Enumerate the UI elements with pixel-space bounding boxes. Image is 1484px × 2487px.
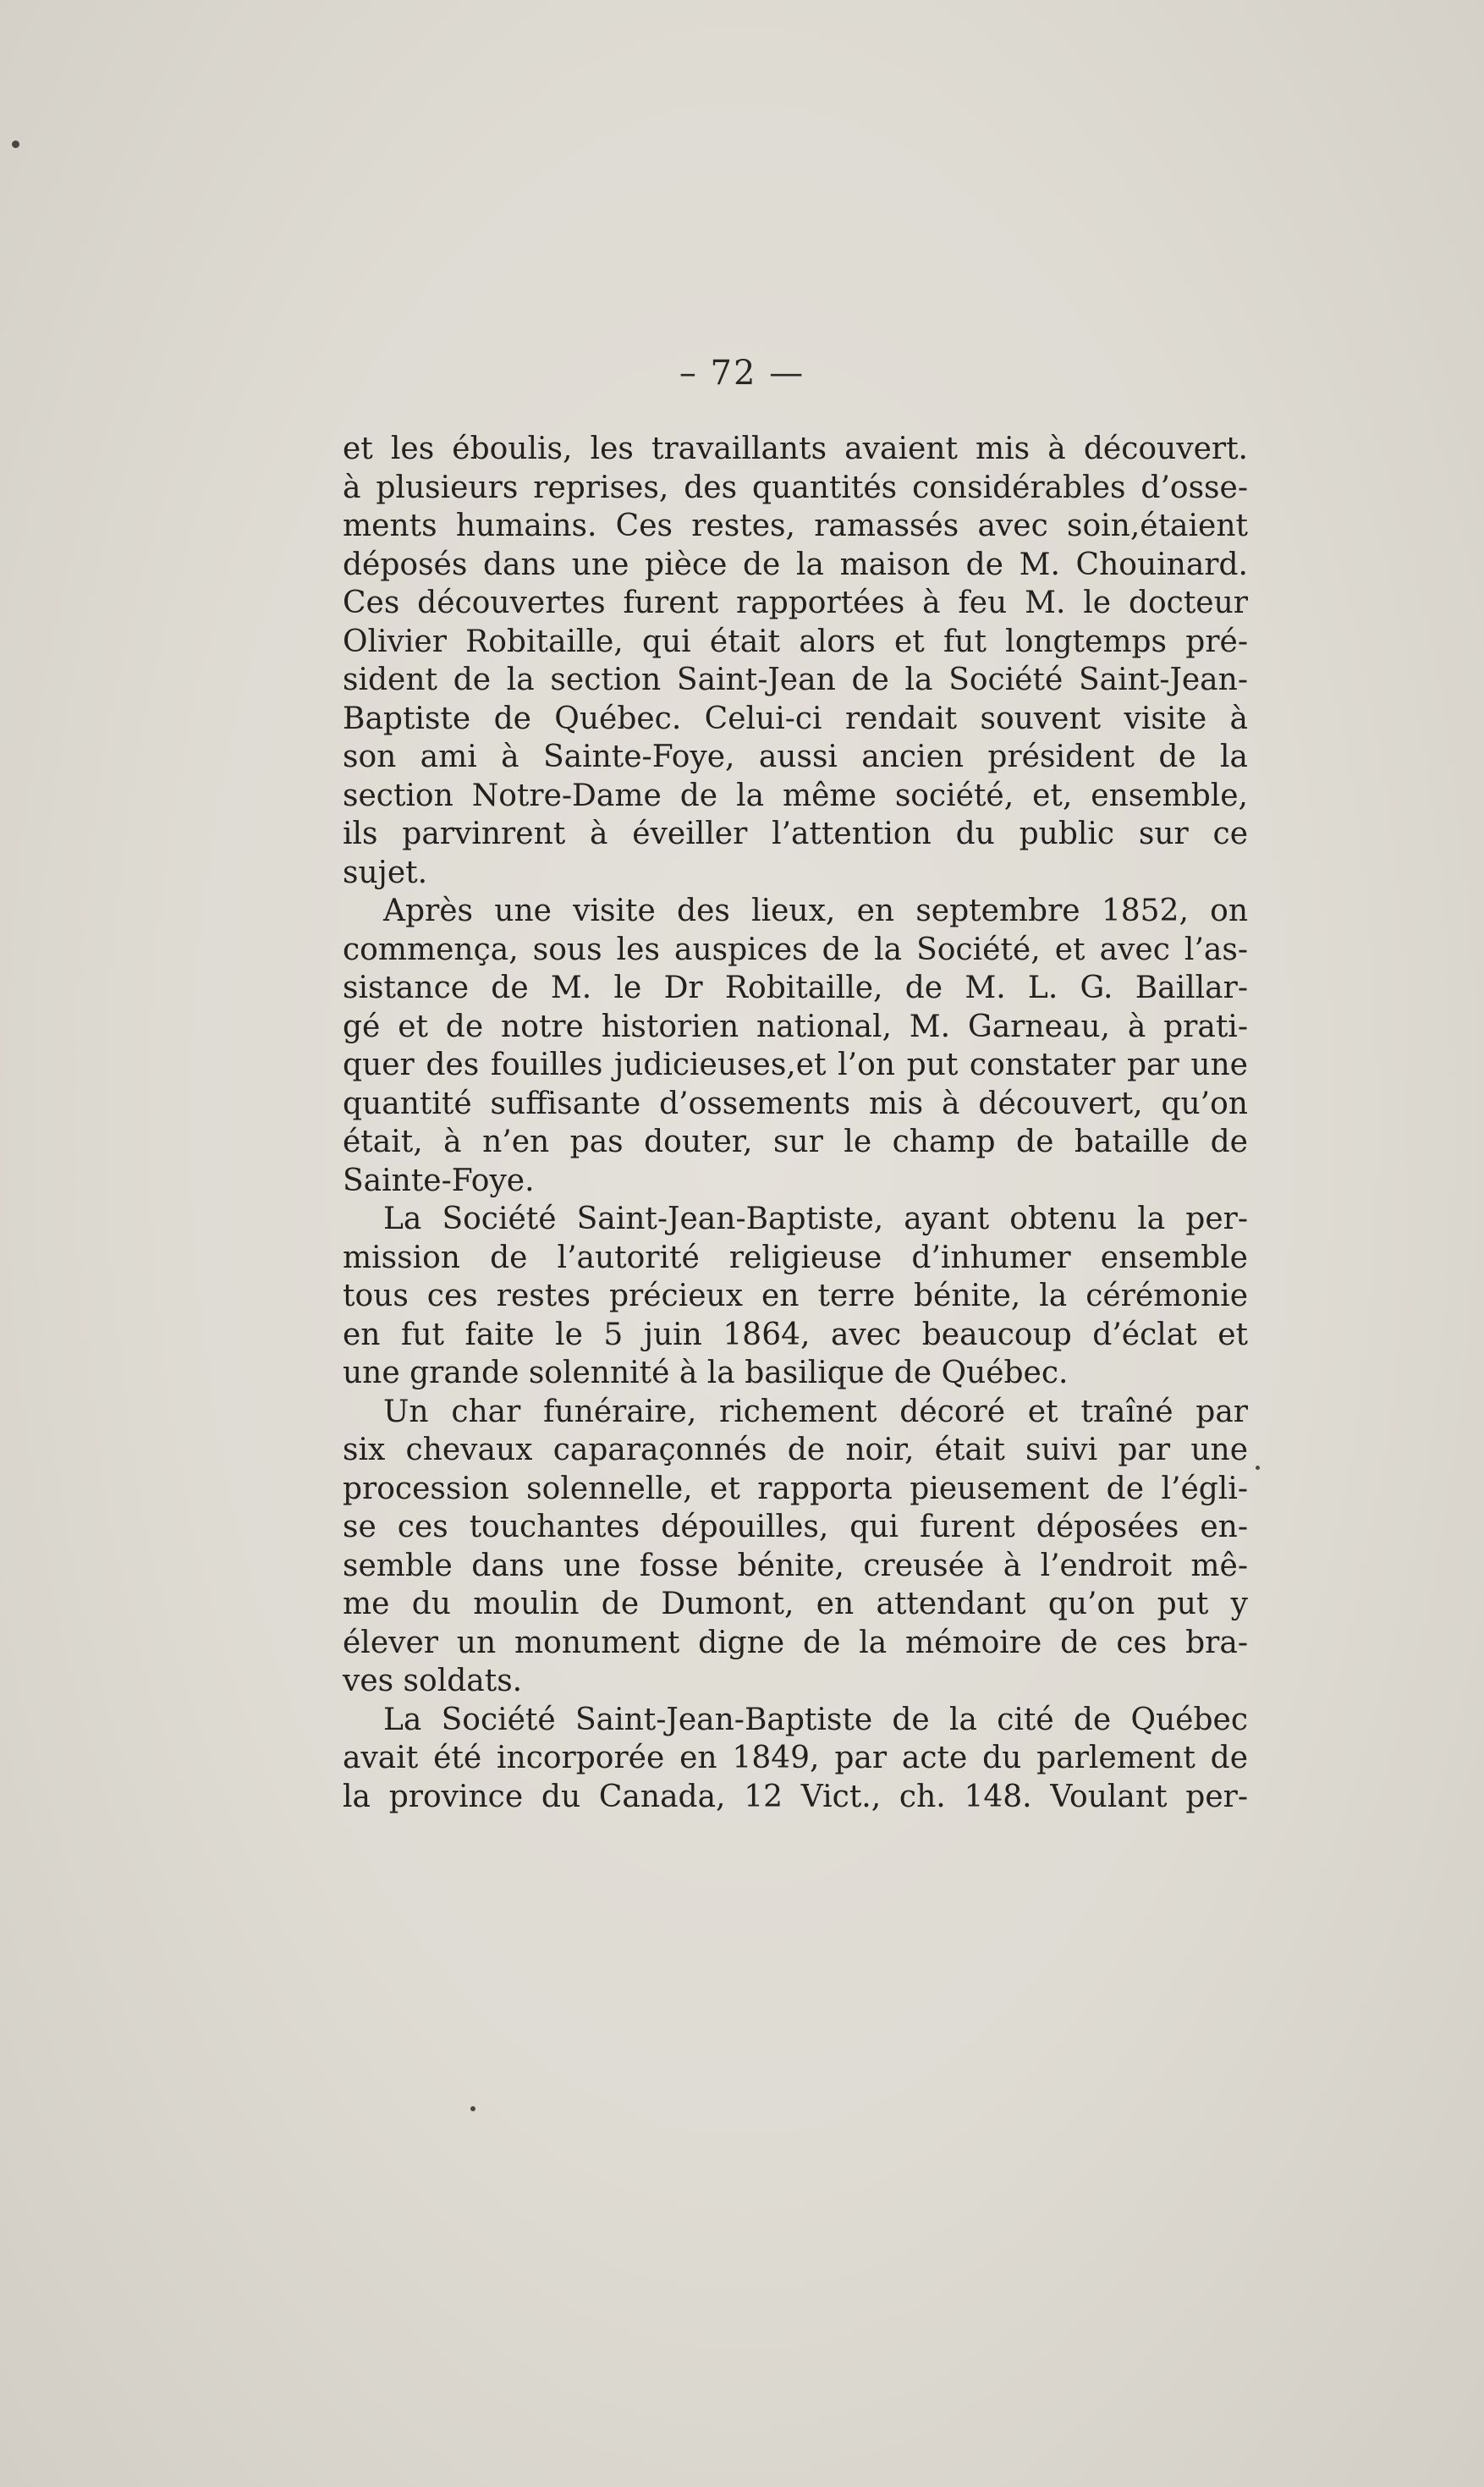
paper-speck bbox=[470, 2106, 475, 2111]
text-line: La Société Saint-Jean-Baptiste, ayant obtenu la per- bbox=[383, 1202, 1248, 1236]
text-line: me du moulin de Dumont, en attendant qu’on put y bbox=[343, 1587, 1248, 1621]
text-line: Ces découvertes furent rapportées à feu M. le docteur bbox=[343, 586, 1248, 620]
text-line: section Notre-Dame de la même société, et, ensemble, bbox=[343, 778, 1248, 813]
page-number: – 72 — bbox=[679, 354, 805, 393]
text-line: procession solennelle, et rapporta pieusement de l’égli- bbox=[343, 1471, 1248, 1506]
text-line: sident de la section Saint-Jean de la Société Saint-Jean- bbox=[343, 663, 1248, 697]
text-line: Baptiste de Québec. Celui-ci rendait souvent visite à bbox=[343, 701, 1248, 736]
text-line: quer des fouilles judicieuses,et l’on put constater par une bbox=[343, 1048, 1248, 1082]
text-line: élever un monument digne de la mémoire de ces bra- bbox=[343, 1625, 1248, 1660]
text-line: La Société Saint-Jean-Baptiste de la cité de Québec bbox=[383, 1702, 1248, 1737]
paper-speck bbox=[1256, 1466, 1260, 1470]
paper-speck bbox=[12, 140, 19, 148]
text-line: tous ces restes précieux en terre bénite, la cérémonie bbox=[343, 1279, 1248, 1313]
text-line: avait été incorporée en 1849, par acte du parlement de bbox=[343, 1741, 1248, 1775]
text-line: semble dans une fosse bénite, creusée à l’endroit mê- bbox=[343, 1548, 1248, 1583]
text-line: Après une visite des lieux, en septembre 1852, on bbox=[383, 894, 1248, 928]
text-line: et les éboulis, les travaillants avaient mis à découvert. bbox=[343, 432, 1248, 466]
text-line: ments humains. Ces restes, ramassés avec soin,étaient bbox=[343, 509, 1248, 543]
text-line: Olivier Robitaille, qui était alors et fut longtemps pré- bbox=[343, 624, 1248, 659]
text-line: mission de l’autorité religieuse d’inhumer ensemble bbox=[343, 1240, 1248, 1275]
text-line: était, à n’en pas douter, sur le champ de bataille de bbox=[343, 1125, 1248, 1159]
text-line: commença, sous les auspices de la Société, et avec l’as- bbox=[343, 932, 1248, 967]
text-line: en fut faite le 5 juin 1864, avec beaucoup d’éclat et bbox=[343, 1317, 1248, 1352]
text-line: une grande solennité à la basilique de Québec. bbox=[343, 1356, 1069, 1390]
text-line: sujet. bbox=[343, 855, 428, 890]
text-line: sistance de M. le Dr Robitaille, de M. L. G. Baillar- bbox=[343, 971, 1248, 1005]
text-line: ves soldats. bbox=[343, 1664, 523, 1698]
text-line: son ami à Sainte-Foye, aussi ancien président de la bbox=[343, 740, 1248, 774]
text-line: à plusieurs reprises, des quantités considérables d’osse- bbox=[343, 470, 1248, 505]
text-line: Sainte-Foye. bbox=[343, 1163, 535, 1198]
text-line: Un char funéraire, richement décoré et traîné par bbox=[383, 1394, 1248, 1429]
body-text bbox=[343, 430, 1248, 1816]
text-line: gé et de notre historien national, M. Garneau, à prati- bbox=[343, 1009, 1248, 1044]
text-line: se ces touchantes dépouilles, qui furent déposées en- bbox=[343, 1510, 1248, 1544]
text-line: la province du Canada, 12 Vict., ch. 148. Voulant per- bbox=[343, 1779, 1248, 1814]
text-line: quantité suffisante d’ossements mis à découvert, qu’on bbox=[343, 1086, 1248, 1121]
text-line: ils parvinrent à éveiller l’attention du public sur ce bbox=[343, 817, 1248, 851]
text-line: six chevaux caparaçonnés de noir, était suivi par une bbox=[343, 1433, 1248, 1467]
text-line: déposés dans une pièce de la maison de M. Chouinard. bbox=[343, 547, 1248, 582]
